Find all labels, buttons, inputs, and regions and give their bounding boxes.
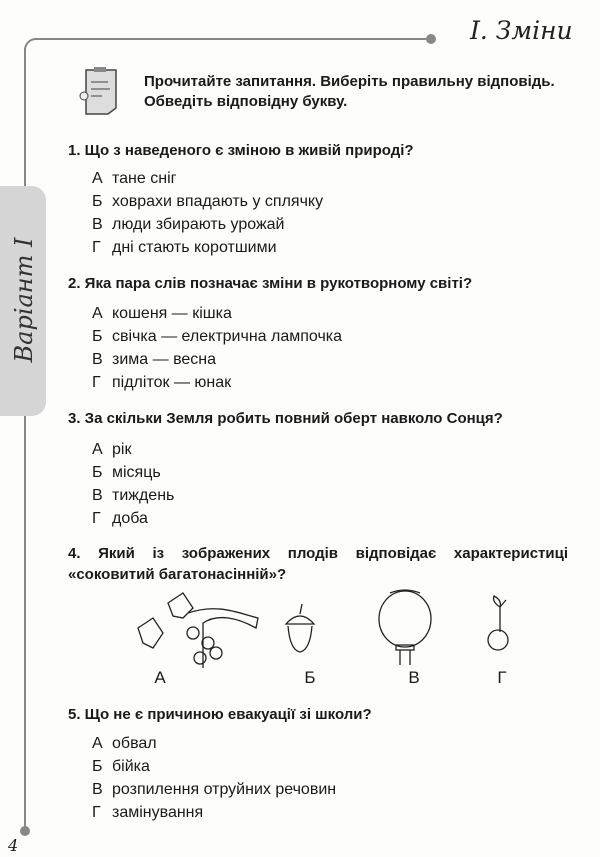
option-letter: Г xyxy=(92,374,101,391)
option-text: місяць xyxy=(112,464,161,481)
instruction-text: Прочитайте запитання. Виберіть правильну відповідь. Обведіть відповідну букву. xyxy=(144,73,555,110)
option[interactable] xyxy=(92,484,174,507)
option[interactable] xyxy=(92,801,336,824)
option-letter: Б xyxy=(92,758,103,775)
option[interactable] xyxy=(92,302,342,325)
page-number: 4 xyxy=(8,836,19,855)
fruit-label-a[interactable]: А xyxy=(154,668,166,687)
option-text: замінування xyxy=(112,804,204,821)
option[interactable] xyxy=(92,755,336,778)
question-5: 5. Що не є причиною евакуації зі школи? xyxy=(68,706,372,723)
question-1: 1. Що з наведеного є зміною в живій природі? xyxy=(68,142,414,159)
option-letter: В xyxy=(92,487,103,504)
frame-dot-top xyxy=(426,34,436,44)
acorn-drawing xyxy=(280,600,320,660)
option-letter: А xyxy=(92,441,103,458)
fruit-label-b[interactable]: Б xyxy=(304,668,316,687)
poppy-drawing xyxy=(370,585,440,665)
question-1-options xyxy=(92,167,323,259)
option-text: тиждень xyxy=(112,487,175,504)
option[interactable] xyxy=(92,325,342,348)
option-letter: Б xyxy=(92,464,103,481)
option-text: свічка — електрична лампочка xyxy=(112,328,343,345)
question-4: 4. Який із зображених плодів відповідає характеристиці «соковитий багатонасінній»? xyxy=(68,545,568,583)
option[interactable] xyxy=(92,438,174,461)
option-letter: А xyxy=(92,735,103,752)
chapter-title: І. Зміни xyxy=(470,16,573,45)
frame-left-line xyxy=(24,48,26,830)
option-letter: В xyxy=(92,351,103,368)
notepad-icon xyxy=(78,66,124,116)
option-letter: В xyxy=(92,781,103,798)
option-text: зима — весна xyxy=(112,351,217,368)
currant-drawing xyxy=(128,588,268,668)
question-5-options xyxy=(92,732,336,824)
option-text: ховрахи впадають у сплячку xyxy=(112,193,324,210)
fruit-label-g[interactable]: Г xyxy=(497,668,507,687)
frame-corner xyxy=(24,38,40,54)
option-letter: Г xyxy=(92,239,101,256)
option-letter: В xyxy=(92,216,103,233)
option[interactable] xyxy=(92,371,342,394)
option-text: обвал xyxy=(112,735,157,752)
option[interactable] xyxy=(92,348,342,371)
question-3-options xyxy=(92,438,174,530)
option-letter: Г xyxy=(92,804,101,821)
option-letter: Б xyxy=(92,193,103,210)
option[interactable] xyxy=(92,732,336,755)
option-text: рік xyxy=(112,441,132,458)
option[interactable] xyxy=(92,213,323,236)
option[interactable] xyxy=(92,507,174,530)
option[interactable] xyxy=(92,190,323,213)
frame-dot-bottom xyxy=(20,826,30,836)
option-text: тане сніг xyxy=(112,170,177,187)
question-2-options xyxy=(92,302,342,394)
option-text: доба xyxy=(112,510,148,527)
option-text: кошеня — кішка xyxy=(112,305,232,322)
fruit-label-v[interactable]: В xyxy=(408,668,420,687)
frame-top-line xyxy=(34,38,430,40)
question-3: 3. За скільки Земля робить повний оберт навколо Сонця? xyxy=(68,410,503,427)
option-letter: Б xyxy=(92,328,103,345)
option-text: люди збирають урожай xyxy=(112,216,285,233)
option-letter: А xyxy=(92,305,103,322)
option[interactable] xyxy=(92,236,323,259)
option-letter: Г xyxy=(92,510,101,527)
option[interactable] xyxy=(92,778,336,801)
option[interactable] xyxy=(92,167,323,190)
option-letter: А xyxy=(92,170,103,187)
option-text: бійка xyxy=(112,758,150,775)
option-text: розпилення отруйних речовин xyxy=(112,781,337,798)
option-text: підліток — юнак xyxy=(112,374,232,391)
option[interactable] xyxy=(92,461,174,484)
question-2: 2. Яка пара слів позначає зміни в рукотворному світі? xyxy=(68,275,473,292)
cherry-drawing xyxy=(480,592,520,652)
variant-tab-label: Варіант І xyxy=(10,237,38,363)
option-text: дні стають коротшими xyxy=(112,239,277,256)
